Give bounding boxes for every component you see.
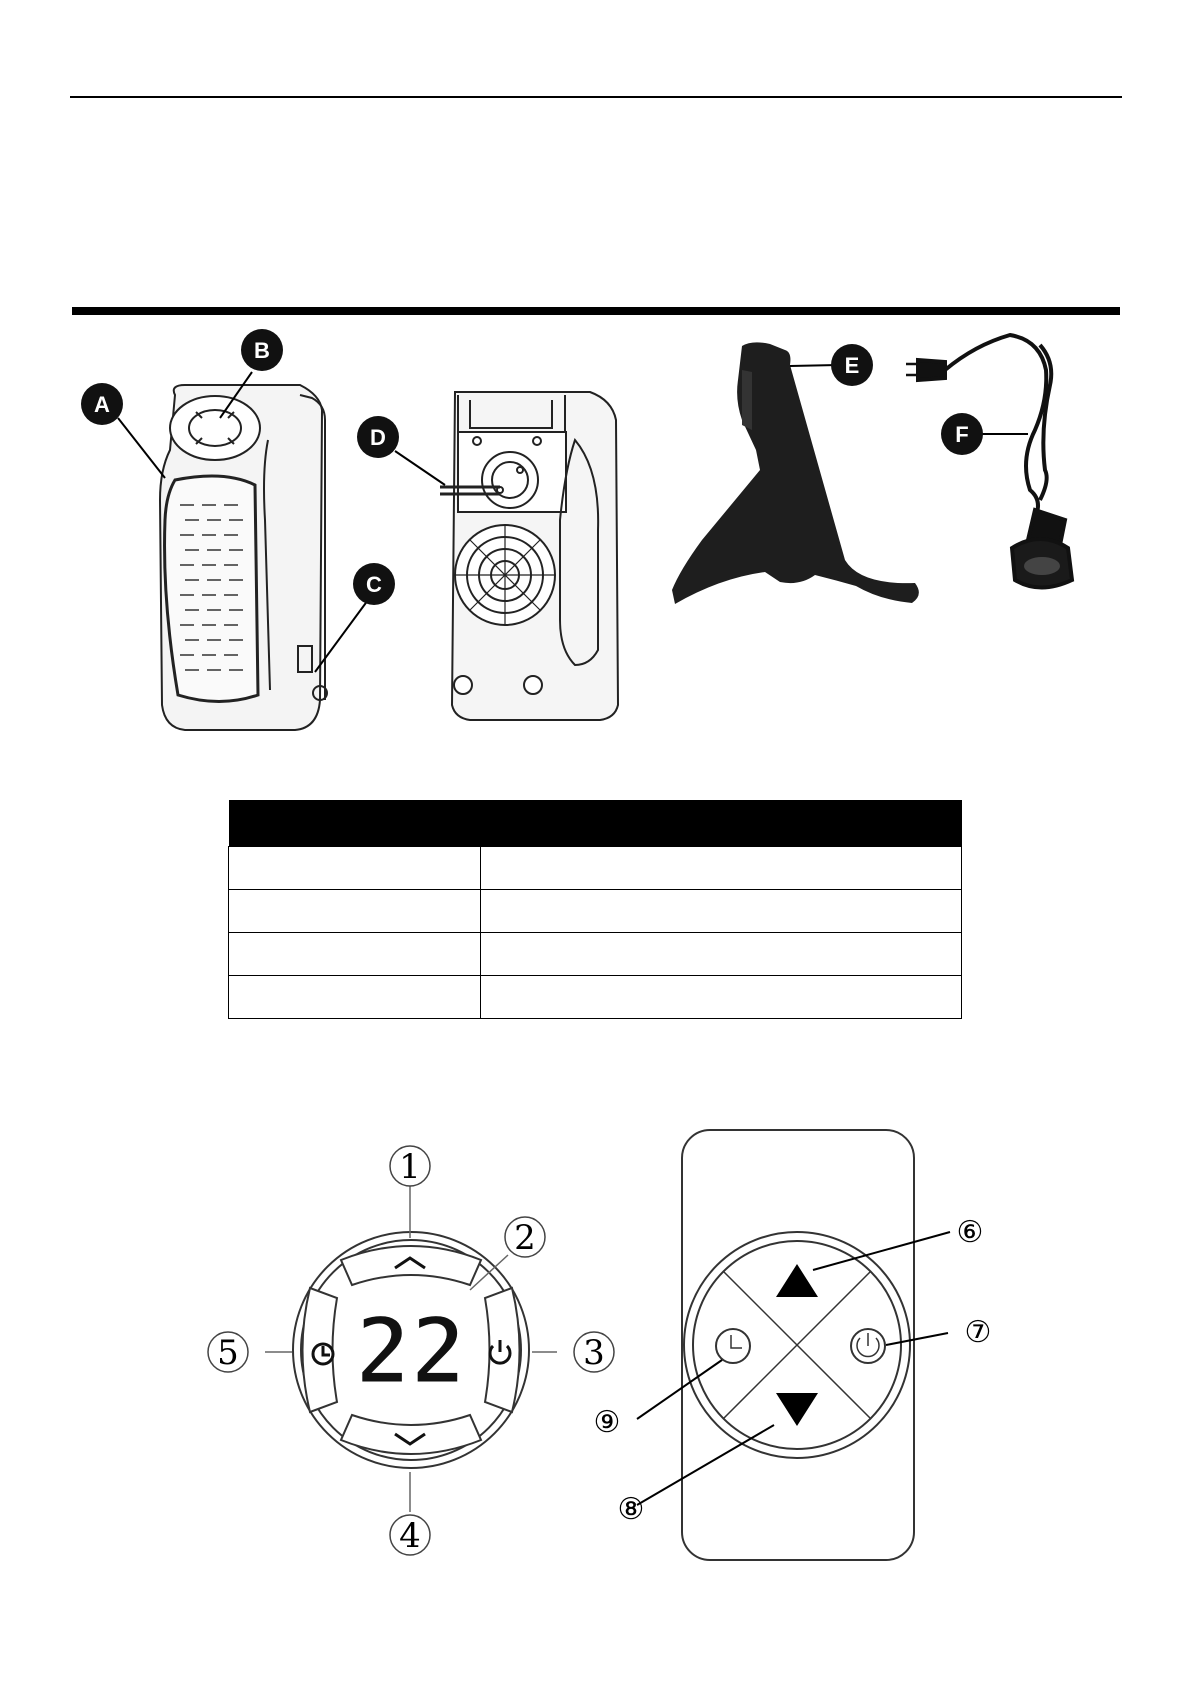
callout-d-label: D [370, 425, 386, 450]
spec-table-header-cell [481, 800, 962, 847]
table-cell [229, 976, 481, 1019]
table-row [229, 890, 962, 933]
callout-b-label: B [254, 338, 270, 363]
spec-table-header-cell [229, 800, 481, 847]
table-cell [481, 976, 962, 1019]
callout-b-marker [241, 329, 283, 371]
stand-illustration [672, 342, 919, 604]
callout-f-marker [941, 413, 983, 455]
callout-e-label: E [844, 353, 860, 378]
callout-a-label: A [94, 392, 110, 417]
spec-table-header [229, 800, 962, 847]
table-cell [229, 933, 481, 976]
label-9: ⑨ [593, 1405, 621, 1440]
table-row [229, 847, 962, 890]
label-4: 4 [399, 1516, 421, 1556]
callout-c-label: C [366, 572, 382, 597]
label-8: ⑧ [617, 1492, 645, 1527]
table-row [229, 933, 962, 976]
table-cell [229, 847, 481, 890]
callout-c-marker [353, 563, 395, 605]
callout-d-marker [357, 416, 399, 458]
heater-front-illustration [160, 385, 327, 730]
table-cell [229, 890, 481, 933]
table-cell [481, 890, 962, 933]
label-3: 3 [583, 1333, 605, 1373]
spec-table [228, 800, 962, 1019]
callout-e-marker [831, 344, 873, 386]
label-5: 5 [217, 1333, 239, 1373]
callout-f-label: F [955, 422, 969, 447]
label-2: 2 [514, 1218, 536, 1258]
heater-back-illustration [440, 392, 618, 720]
label-6: ⑥ [956, 1215, 984, 1250]
table-cell [481, 847, 962, 890]
table-row [229, 976, 962, 1019]
label-1: 1 [399, 1147, 421, 1187]
temperature-display: 22 [355, 1298, 467, 1405]
table-cell [481, 933, 962, 976]
remote-control-diagram [682, 1130, 914, 1560]
extension-cord-illustration [906, 335, 1072, 588]
label-7: ⑦ [964, 1315, 992, 1350]
callout-a-marker [81, 383, 123, 425]
